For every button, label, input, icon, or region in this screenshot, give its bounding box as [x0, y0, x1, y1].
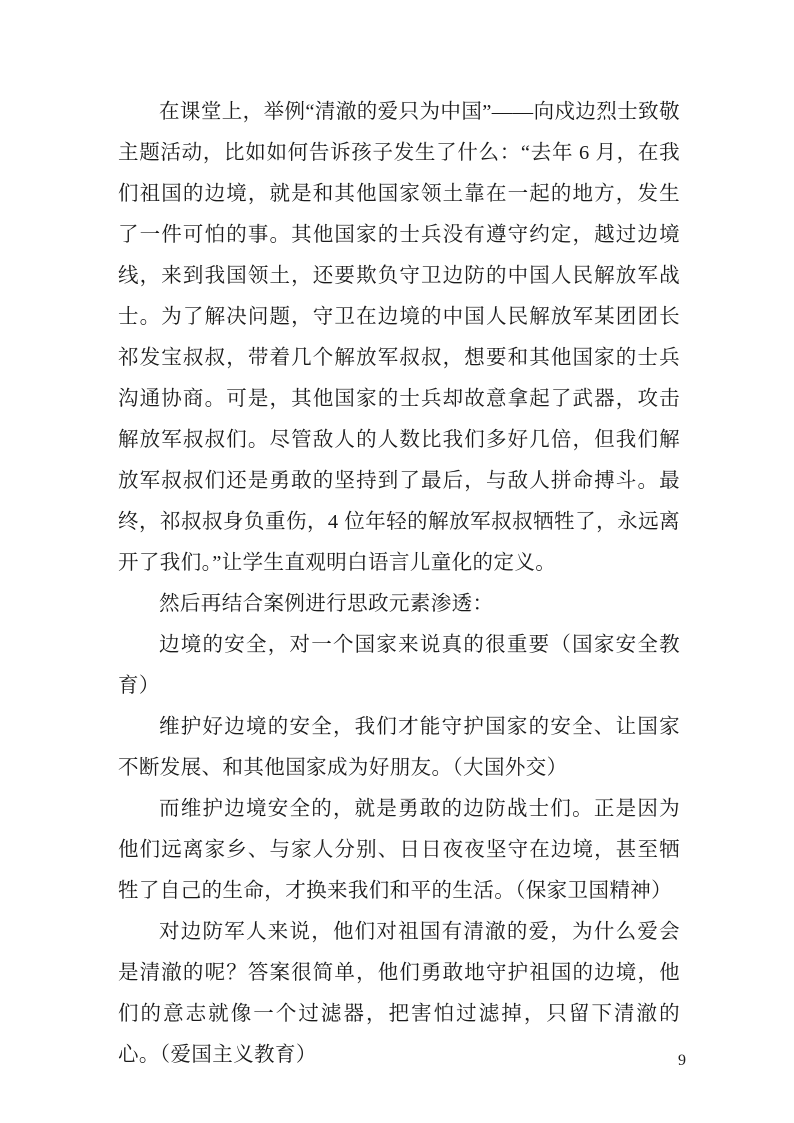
paragraph-1: 在课堂上，举例“清澈的爱只为中国”——向戍边烈士致敬主题活动，比如如何告诉孩子发生了什么：“去年 6 月，在我们祖国的边境，就是和其他国家领土靠在一起的地方，发生了一件可怕的事。其他国家的士兵没有遵守约定，越过边境线，来到我国领土，还要欺负守卫边防的中国人民解放军战士。为了解决问题，守卫在边境的中国人民解放军某团团长祁发宝叔叔，带着几个解放军叔叔，想要和其他国家的士兵沟通协商。可是，其他国家的士兵却故意拿起了武器，攻击解放军叔叔们。尽管敌人的人数比我们多好几倍，但我们解放军叔叔们还是勇敢的坚持到了最后，与敌人拼命搏斗。最终，祁叔叔身负重伤，4 位年轻的解放军叔叔牺牲了，永远离开了我们。”让学生直观明白语言儿童化的定义。: [118, 101, 680, 574]
paragraph-3: 边境的安全，对一个国家来说真的很重要（国家安全教育）: [118, 634, 680, 697]
paragraph-5: 而维护边境安全的，就是勇敢的边防战士们。正是因为他们远离家乡、与家人分别、日日夜夜坚守在边境，甚至牺牲了自己的生命，才换来我们和平的生活。（保家卫国精神）: [118, 798, 680, 902]
paragraph-2: 然后再结合案例进行思政元素渗透：: [159, 593, 494, 615]
paragraph-6: 对边防军人来说，他们对祖国有清澈的爱，为什么爱会是清澈的呢？答案很简单，他们勇敢地守护祖国的边境，他们的意志就像一个过滤器，把害怕过滤掉，只留下清澈的心。（爱国主义教育）: [118, 921, 680, 1066]
document-body: [118, 92, 680, 1076]
page-number: 9: [678, 1052, 686, 1069]
paragraph-4: 维护好边境的安全，我们才能守护国家的安全、让国家不断发展、和其他国家成为好朋友。（大国外交）: [118, 716, 680, 779]
